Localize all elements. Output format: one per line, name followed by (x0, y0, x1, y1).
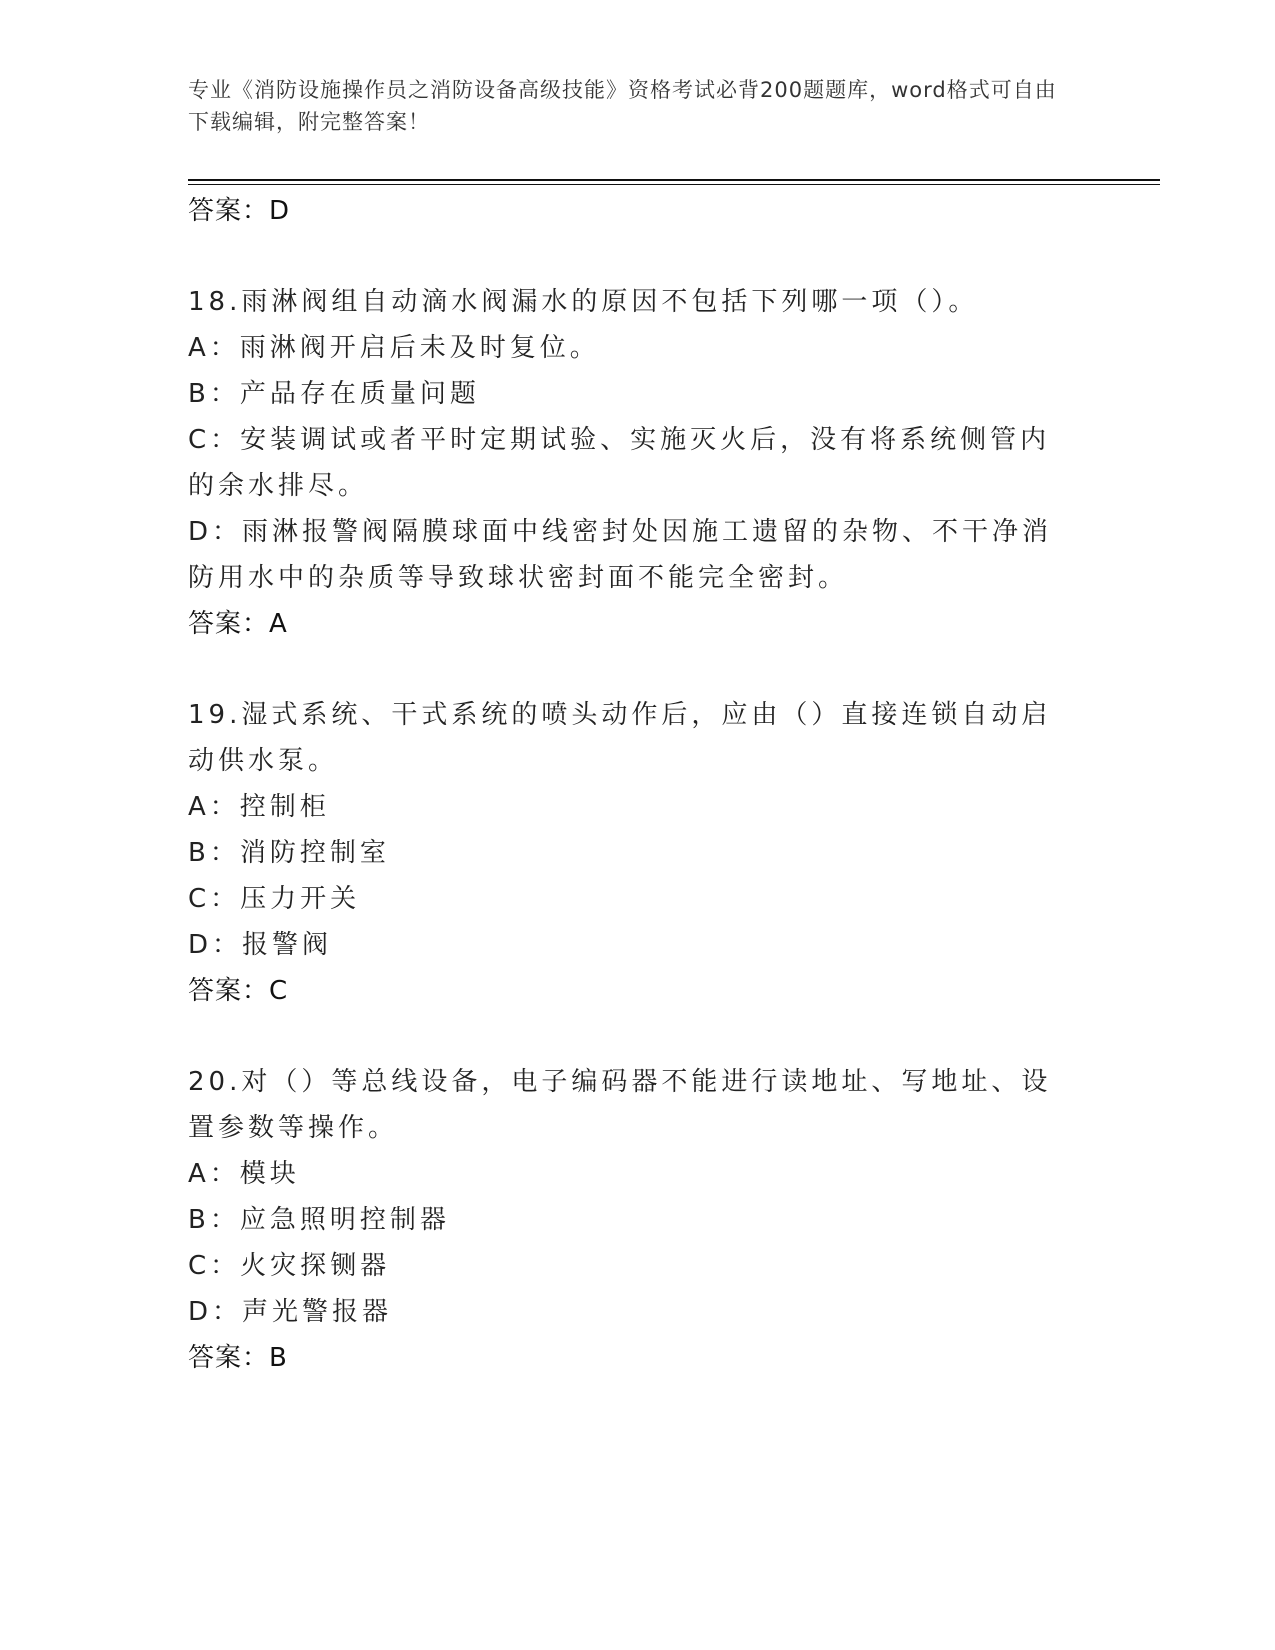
option-b: B：消防控制室 (188, 838, 390, 868)
question-18 (188, 279, 1078, 647)
option-d: D：雨淋报警阀隔膜球面中线密封处因施工遗留的杂物、不干净消防用水中的杂质等导致球状密封面不能完全密封。 (188, 517, 1053, 593)
option-b: B：应急照明控制器 (188, 1205, 450, 1235)
option-a: A：控制柜 (188, 792, 330, 822)
option-c: C：安装调试或者平时定期试验、实施灭火后，没有将系统侧管内的余水排尽。 (188, 425, 1051, 501)
question-stem: 19.湿式系统、干式系统的喷头动作后，应由（）直接连锁自动启动供水泵。 (188, 700, 1052, 776)
option-a: A：模块 (188, 1159, 300, 1189)
answer-line: 答案：C (188, 976, 289, 1006)
option-b: B：产品存在质量问题 (188, 379, 480, 409)
answer-line: 答案：A (188, 609, 288, 639)
answer-line: 答案：B (188, 1343, 288, 1373)
answer-line: 答案：D (188, 196, 291, 226)
option-d: D：报警阀 (188, 930, 333, 960)
question-stem: 18.雨淋阀组自动滴水阀漏水的原因不包括下列哪一项（）。 (188, 287, 979, 317)
document-content (188, 188, 1078, 1381)
question-19 (188, 692, 1078, 1014)
option-d: D：声光警报器 (188, 1297, 393, 1327)
header-divider-thick (188, 179, 1160, 181)
option-a: A：雨淋阀开启后未及时复位。 (188, 333, 600, 363)
page-header: 专业《消防设施操作员之消防设备高级技能》资格考试必背200题题库，word格式可自由下载编辑，附完整答案！ (188, 78, 1057, 134)
option-c: C：火灾探铡器 (188, 1251, 391, 1281)
question-20 (188, 1059, 1078, 1381)
header-divider-thin (188, 184, 1160, 185)
option-c: C：压力开关 (188, 884, 361, 914)
question-stem: 20.对（）等总线设备，电子编码器不能进行读地址、写地址、设置参数等操作。 (188, 1067, 1052, 1143)
